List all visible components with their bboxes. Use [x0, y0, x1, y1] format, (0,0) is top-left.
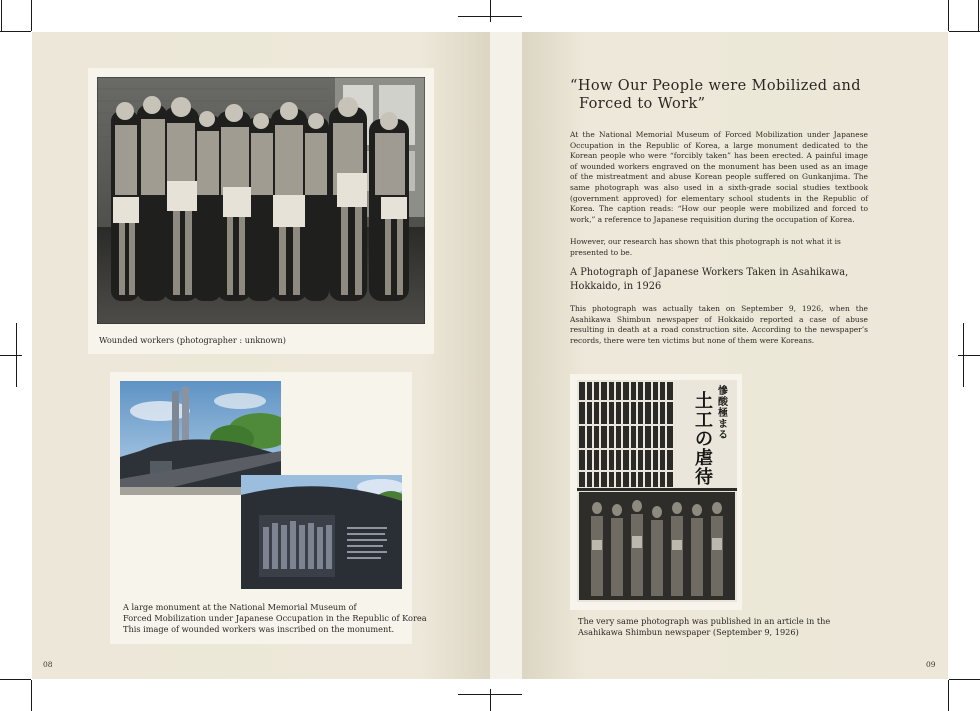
section-subheading-line-2: Hokkaido, in 1926	[570, 281, 662, 292]
article-title	[570, 77, 870, 113]
newspaper-headline-char-3: の	[695, 429, 713, 450]
research-note: However, our research has shown that this photograph is not what it is presented to be.	[570, 237, 841, 257]
newspaper-headline-char-4: 虐	[695, 448, 713, 469]
monument-relief-image	[241, 475, 402, 589]
crop-mark-left-center-h	[0, 355, 22, 356]
section-subheading	[570, 266, 870, 294]
crop-mark-tl-v	[31, 0, 32, 31]
newspaper-caption-line-1: The very same photograph was published in an article in the	[578, 616, 831, 626]
wounded-workers-photo-image	[97, 77, 425, 324]
newspaper-subhead	[716, 386, 730, 441]
crop-mark-bottom-center-v	[490, 689, 491, 711]
crop-mark-right-center-h	[958, 355, 980, 356]
newspaper-clipping	[577, 380, 737, 602]
article-title-line-1: “How Our People were Mobilized and	[570, 78, 861, 94]
crop-mark-tl-h	[0, 31, 31, 32]
wounded-workers-photo	[97, 77, 425, 324]
crop-mark-tl-v2	[1, 0, 2, 31]
page-number-right: 09	[926, 660, 936, 669]
crop-mark-tr-v	[948, 0, 949, 31]
monument-caption-line-1: A large monument at the National Memorial Museum of	[123, 602, 357, 612]
newspaper-subhead-char-4: ま	[718, 419, 728, 430]
monument-photo-2	[241, 475, 402, 589]
newspaper-subhead-char-5: る	[718, 430, 728, 441]
crop-mark-tr-v2	[978, 0, 979, 31]
section-subheading-line-1: A Photograph of Japanese Workers Taken in Asahikawa,	[570, 267, 849, 278]
newspaper-subhead-char-1: 慘	[718, 386, 728, 397]
newspaper-subhead-char-2: 酸	[718, 397, 728, 408]
newspaper-headline-char-2: 工	[695, 410, 713, 431]
newspaper-caption-line-2: Asahikawa Shimbun newspaper (September 9, 1926)	[578, 627, 799, 637]
newspaper-headline-char-1: 土	[695, 391, 713, 412]
crop-mark-br-v	[948, 680, 949, 711]
crop-mark-br-h	[949, 679, 980, 680]
newspaper-subhead-char-3: 極	[718, 408, 728, 419]
second-paragraph: This photograph was actually taken on September 9, 1926, when the Asahikawa Shimbun newspaper of Hokkaido reported a case of abuse resulting in death at a road construction site. According to the newspaper’s records, there were ten victims but none of them were Koreans.	[570, 304, 868, 345]
newspaper-headline-char-5: 待	[695, 467, 713, 488]
newspaper-headline	[693, 392, 715, 487]
gutter	[490, 32, 522, 679]
crop-mark-top-center-v	[490, 0, 491, 22]
page-number-left: 08	[43, 660, 53, 669]
crop-mark-bl-h	[0, 679, 31, 680]
monument-caption-line-3: This image of wounded workers was inscribed on the monument.	[123, 624, 395, 634]
crop-mark-bl-v	[31, 680, 32, 711]
wounded-workers-caption: Wounded workers (photographer : unknown)	[99, 335, 286, 345]
intro-paragraph: At the National Memorial Museum of Forced Mobilization under Japanese Occupation in the Republic of Korea, a large monument dedicated to the Korean people who were “forcibly taken” has been erected. A painful image of wounded workers engraved on the monument has been used as an image of the mistreatment and abuse Korean people suffered on Gunkanjima. The same photograph was also used in a sixth-grade social studies textbook (government approved) for elementary school students in the Republic of Korea. The caption reads: “How our people were mobilized and forced to work,” a reference to Japanese requisition during the occupation of Korea.	[570, 130, 868, 224]
crop-mark-tr-h	[949, 31, 980, 32]
monument-caption-line-2: Forced Mobilization under Japanese Occupation in the Republic of Korea	[123, 613, 427, 623]
article-title-line-2: Forced to Work”	[579, 96, 706, 112]
